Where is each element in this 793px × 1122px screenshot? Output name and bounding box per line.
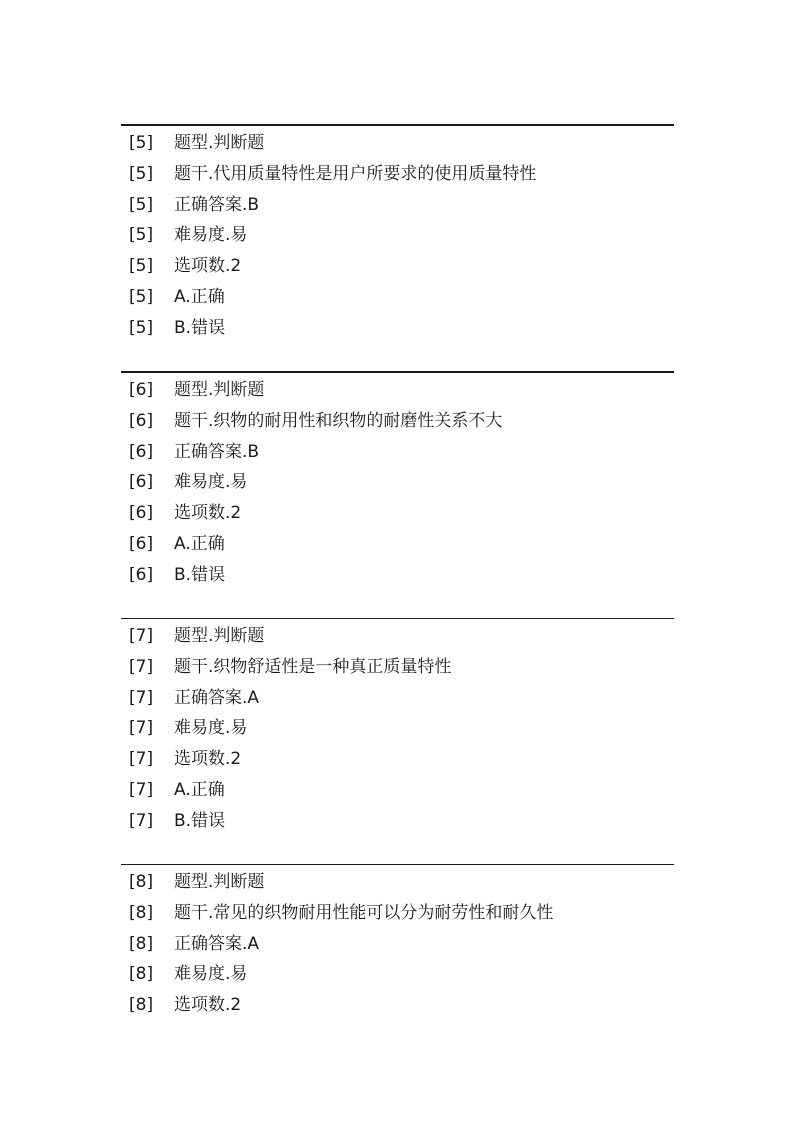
question-stem: 题干.代用质量特性是用户所要求的使用质量特性 xyxy=(174,163,537,184)
correct-answer: 正确答案.A xyxy=(174,687,260,708)
question-number: [5] xyxy=(129,194,154,215)
question-block-7 xyxy=(121,618,674,837)
question-number: [8] xyxy=(129,964,154,985)
question-number: [6] xyxy=(129,503,154,524)
difficulty-row xyxy=(121,467,674,498)
option-b: B.错误 xyxy=(174,317,226,338)
correct-answer-row xyxy=(121,683,674,714)
question-number: [5] xyxy=(129,256,154,277)
question-number: [6] xyxy=(129,472,154,493)
question-number: [5] xyxy=(129,225,154,246)
question-stem-row xyxy=(121,652,674,683)
question-stem: 题干.常见的织物耐用性能可以分为耐劳性和耐久性 xyxy=(174,902,554,923)
question-stem-row xyxy=(121,898,674,929)
question-number: [7] xyxy=(129,626,154,646)
option-count: 选项数.2 xyxy=(174,256,242,277)
question-stem-row xyxy=(121,406,674,437)
correct-answer-row xyxy=(121,929,674,960)
question-number: [6] xyxy=(129,410,154,431)
question-type-row xyxy=(121,867,674,898)
option-a-row xyxy=(121,282,674,313)
question-type-row xyxy=(121,375,674,406)
question-number: [5] xyxy=(129,317,154,338)
question-stem: 题干.织物舒适性是一种真正质量特性 xyxy=(174,656,452,677)
correct-answer: 正确答案.A xyxy=(174,933,260,954)
question-number: [6] xyxy=(129,380,154,400)
option-b: B.错误 xyxy=(174,810,226,831)
question-block-6 xyxy=(121,371,674,591)
option-a: A.正确 xyxy=(174,533,225,554)
option-count: 选项数.2 xyxy=(174,995,242,1016)
option-count-row xyxy=(121,744,674,775)
question-type-row xyxy=(121,128,674,159)
correct-answer: 正确答案.B xyxy=(174,441,260,462)
question-type: 题型.判断题 xyxy=(174,872,265,892)
difficulty-row xyxy=(121,959,674,990)
option-a: A.正确 xyxy=(174,779,225,800)
option-count-row xyxy=(121,251,674,282)
option-count: 选项数.2 xyxy=(174,749,242,770)
question-number: [6] xyxy=(129,533,154,554)
difficulty-row xyxy=(121,220,674,251)
option-count-row xyxy=(121,498,674,529)
difficulty: 难易度.易 xyxy=(174,718,248,739)
option-b-row xyxy=(121,560,674,591)
option-b: B.错误 xyxy=(174,564,226,585)
question-block-8 xyxy=(121,864,674,1021)
question-number: [7] xyxy=(129,749,154,770)
correct-answer: 正确答案.B xyxy=(174,194,260,215)
difficulty: 难易度.易 xyxy=(174,964,248,985)
option-b-row xyxy=(121,313,674,344)
question-stem-row xyxy=(121,159,674,190)
question-type: 题型.判断题 xyxy=(174,380,265,400)
question-type-row xyxy=(121,621,674,652)
correct-answer-row xyxy=(121,437,674,468)
option-count: 选项数.2 xyxy=(174,503,242,524)
question-number: [7] xyxy=(129,687,154,708)
question-number: [5] xyxy=(129,286,154,307)
question-number: [8] xyxy=(129,872,154,892)
question-type: 题型.判断题 xyxy=(174,133,265,153)
difficulty-row xyxy=(121,713,674,744)
question-number: [7] xyxy=(129,656,154,677)
question-number: [8] xyxy=(129,933,154,954)
question-number: [7] xyxy=(129,779,154,800)
option-count-row xyxy=(121,990,674,1021)
question-number: [5] xyxy=(129,133,154,153)
option-a-row xyxy=(121,775,674,806)
option-a-row xyxy=(121,529,674,560)
question-block-5 xyxy=(121,124,674,344)
option-a: A.正确 xyxy=(174,286,225,307)
question-stem: 题干.织物的耐用性和织物的耐磨性关系不大 xyxy=(174,410,503,431)
question-number: [8] xyxy=(129,902,154,923)
question-number: [7] xyxy=(129,810,154,831)
question-number: [7] xyxy=(129,718,154,739)
difficulty: 难易度.易 xyxy=(174,472,248,493)
question-number: [6] xyxy=(129,564,154,585)
question-type: 题型.判断题 xyxy=(174,626,265,646)
difficulty: 难易度.易 xyxy=(174,225,248,246)
question-number: [5] xyxy=(129,163,154,184)
question-number: [8] xyxy=(129,995,154,1016)
question-number: [6] xyxy=(129,441,154,462)
option-b-row xyxy=(121,806,674,837)
correct-answer-row xyxy=(121,190,674,221)
